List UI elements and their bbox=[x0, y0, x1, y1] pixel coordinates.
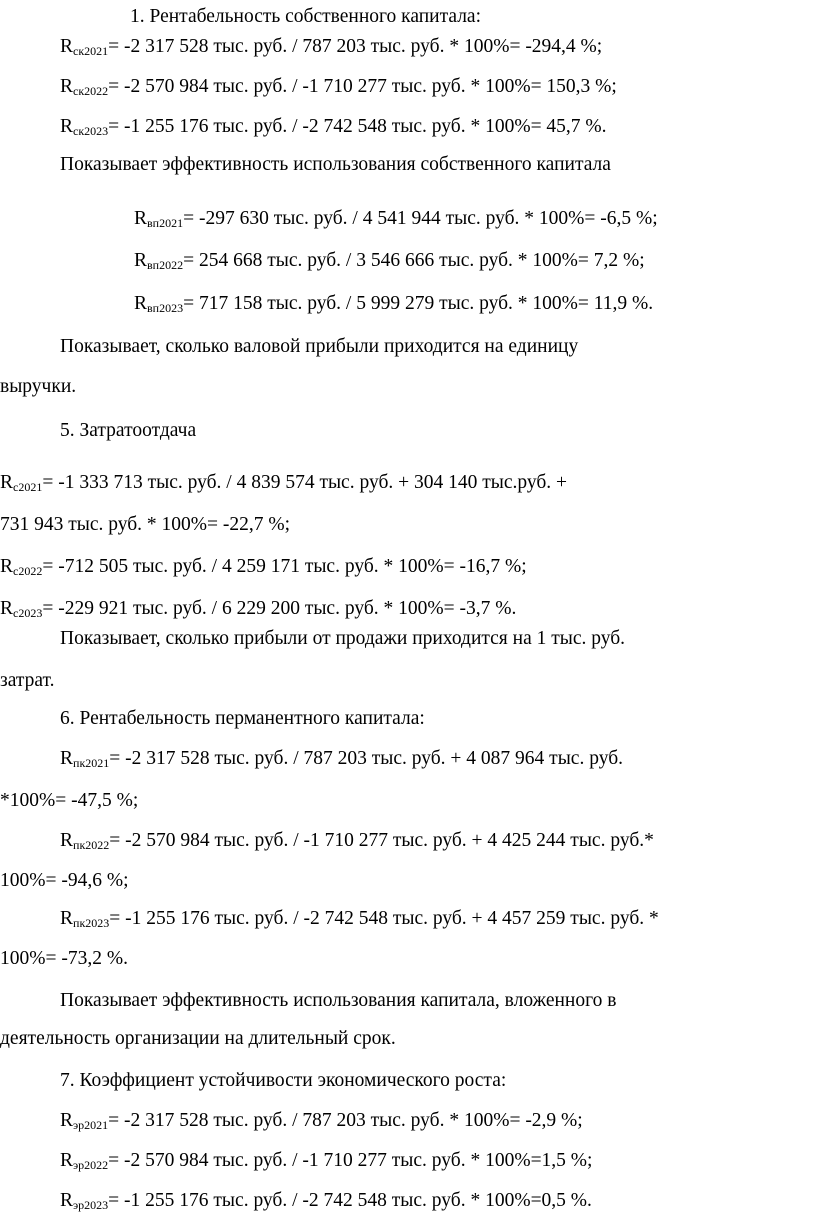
formula-eg-2021: $R_{эр2021}= -2$ 317 528 тыс. руб. / 787 203 тыс. руб. * 100%= -2,9 %; bbox=[60, 1110, 583, 1132]
section-6-note-line1: Показывает эффективность использования капитала, вложенного в bbox=[60, 990, 617, 1011]
formula-roe-2022: $R_{ск2022}= -2$ 570 984 тыс. руб. / -1 710 277 тыс. руб. * 100%= 150,3 %; bbox=[60, 76, 617, 98]
section-1-heading: 1. Рентабельность собственного капитала: bbox=[130, 6, 481, 27]
formula-pc-2023-continued: 100%= -73,2 %. bbox=[0, 948, 128, 969]
formula-pc-2021: $R_{пк2021}= -2$ 317 528 тыс. руб. / 787 203 тыс. руб. + 4 087 964 тыс. руб. bbox=[60, 748, 623, 770]
section-2-note-line2: выручки. bbox=[0, 376, 77, 397]
formula-cost-2021-continued: 731 943 тыс. руб. * 100%= -22,7 %; bbox=[0, 514, 291, 535]
formula-gp-2023: $R_{вп2023}= 717$ 158 тыс. руб. / 5 999 279 тыс. руб. * 100%= 11,9 %. bbox=[134, 293, 654, 315]
formula-pc-2022-continued: 100%= -94,6 %; bbox=[0, 870, 129, 891]
section-2-note-line1: Показывает, сколько валовой прибыли приходится на единицу bbox=[60, 336, 579, 357]
section-7-heading: 7. Коэффициент устойчивости экономического роста: bbox=[60, 1070, 507, 1091]
formula-pc-2021-continued: *100%= -47,5 %; bbox=[0, 790, 139, 811]
section-5-heading: 5. Затратоотдача bbox=[60, 420, 197, 441]
section-5-note-line2: затрат. bbox=[0, 670, 55, 691]
formula-eg-2022: $R_{эр2022}= -2$ 570 984 тыс. руб. / -1 710 277 тыс. руб. * 100%=1,5 %; bbox=[60, 1150, 593, 1172]
formula-gp-2021: $R_{вп2021}= -297$ 630 тыс. руб. / 4 541 944 тыс. руб. * 100%= -6,5 %; bbox=[134, 208, 658, 230]
section-5-note-line1: Показывает, сколько прибыли от продажи приходится на 1 тыс. руб. bbox=[60, 628, 626, 649]
formula-gp-2022: $R_{вп2022}= 254$ 668 тыс. руб. / 3 546 666 тыс. руб. * 100%= 7,2 %; bbox=[134, 250, 645, 272]
formula-pc-2023: $R_{пк2023}= -1$ 255 176 тыс. руб. / -2 742 548 тыс. руб. + 4 457 259 тыс. руб. * bbox=[60, 908, 659, 930]
section-1-note: Показывает эффективность использования собственного капитала bbox=[60, 154, 611, 175]
formula-roe-2021: $R_{ск2021}= -2$ 317 528 тыс. руб. / 787 203 тыс. руб. * 100%= -294,4 %; bbox=[60, 36, 603, 58]
formula-roe-2023: $R_{ск2023}= -1$ 255 176 тыс. руб. / -2 742 548 тыс. руб. * 100%= 45,7 %. bbox=[60, 116, 607, 138]
formula-cost-2023: $R_{с2023}= -229$ 921 тыс. руб. / 6 229 200 тыс. руб. * 100%= -3,7 %. bbox=[0, 598, 517, 620]
section-6-heading: 6. Рентабельность перманентного капитала: bbox=[60, 708, 425, 729]
section-6-note-line2: деятельность организации на длительный срок. bbox=[0, 1028, 396, 1049]
formula-cost-2022: $R_{с2022}= -712$ 505 тыс. руб. / 4 259 171 тыс. руб. * 100%= -16,7 %; bbox=[0, 556, 527, 578]
formula-cost-2021: $R_{с2021}= -1$ 333 713 тыс. руб. / 4 839 574 тыс. руб. + 304 140 тыс.руб. + bbox=[0, 472, 568, 494]
formula-pc-2022: $R_{пк2022}= -2$ 570 984 тыс. руб. / -1 710 277 тыс. руб. + 4 425 244 тыс. руб.* bbox=[60, 830, 654, 852]
formula-eg-2023: $R_{эр2023}= -1$ 255 176 тыс. руб. / -2 742 548 тыс. руб. * 100%=0,5 %. bbox=[60, 1190, 592, 1212]
